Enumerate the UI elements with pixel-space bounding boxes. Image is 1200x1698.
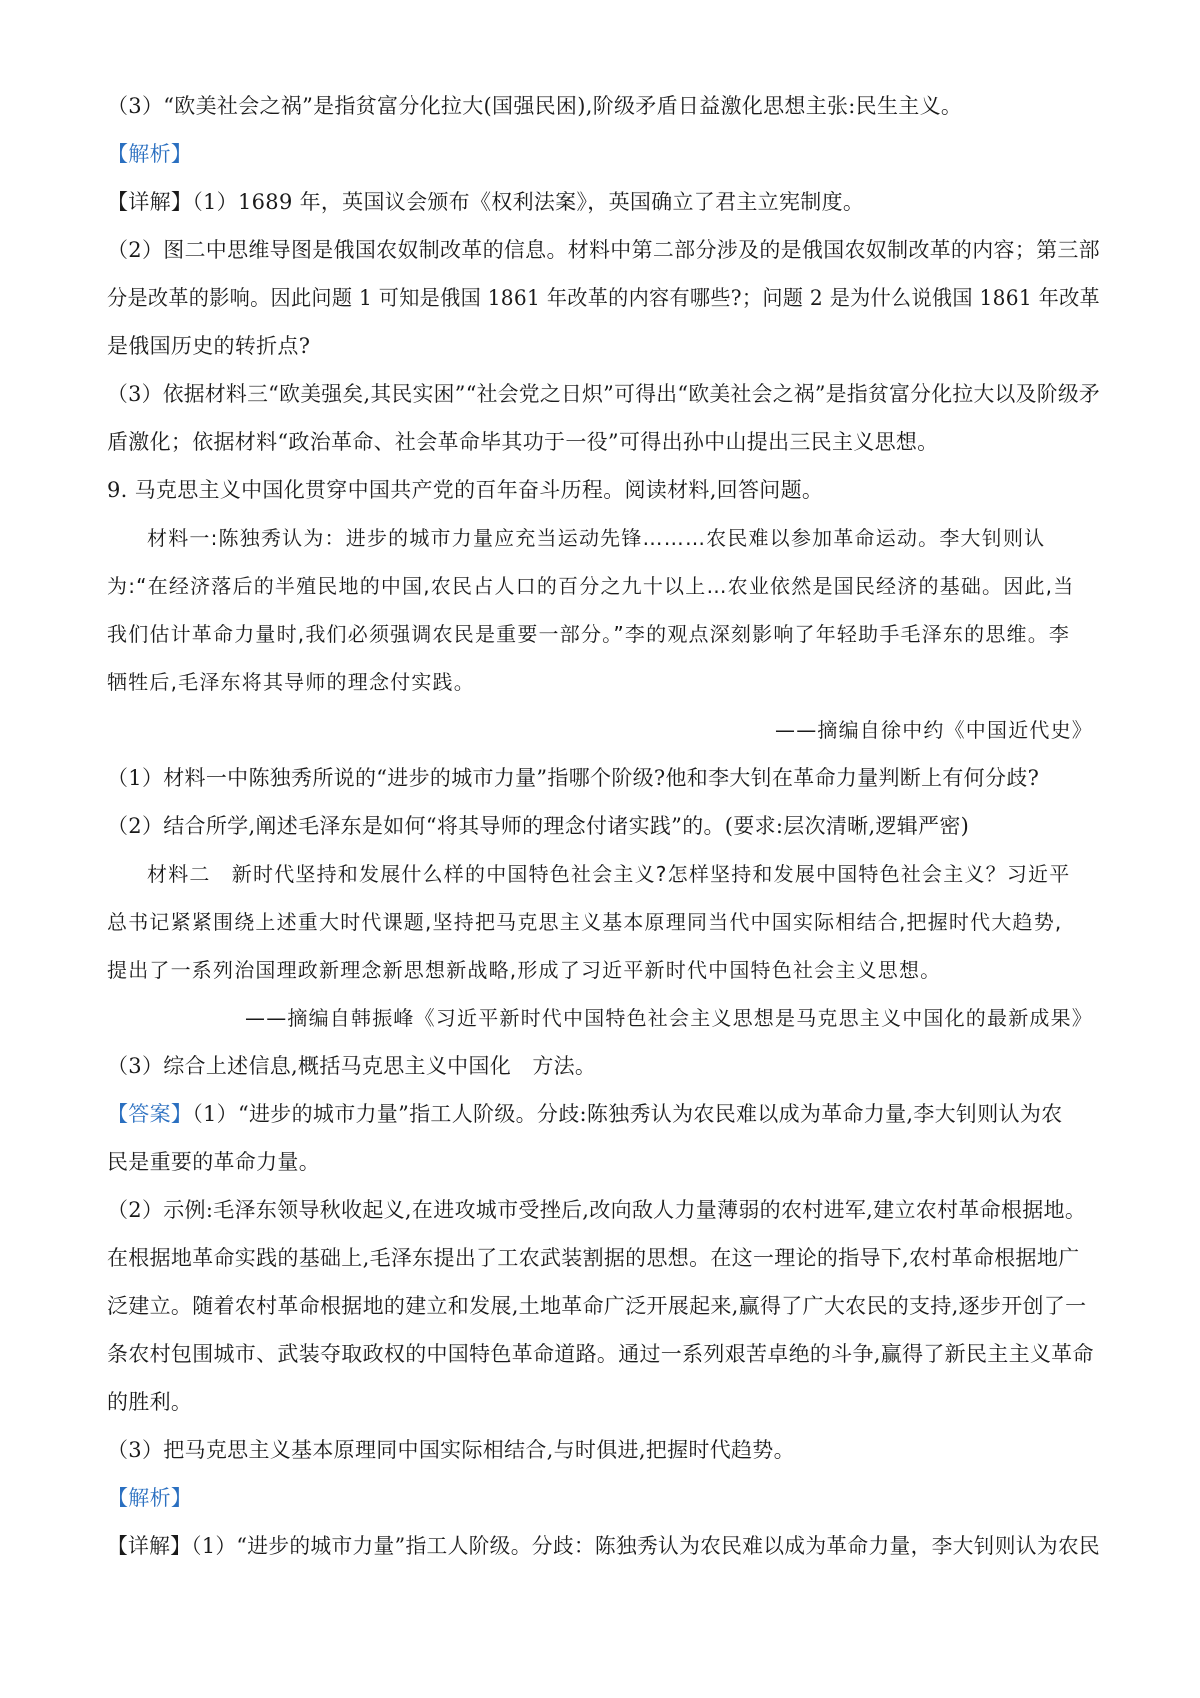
material-line: 为:“在经济落后的半殖民地的中国,农民占人口的百分之九十以上…农业依然是国民经济的基础。因此,当 [107,574,1075,598]
material-line: 总书记紧紧围绕上述重大时代课题,坚持把马克思主义基本原理同当代中国实际相结合,把握时代大趋势, [107,910,1063,934]
text-line: 民是重要的革命力量。 [107,1150,320,1174]
text-line: （2）图二中思维导图是俄国农奴制改革的信息。材料中第二部分涉及的是俄国农奴制改革的内容；第三部 [107,238,1100,262]
text-line: （3）把马克思主义基本原理同中国实际相结合,与时俱进,把握时代趋势。 [107,1438,795,1462]
question-9: 9. 马克思主义中国化贯穿中国共产党的百年奋斗历程。阅读材料,回答问题。 [107,478,824,502]
citation: ——摘编自韩振峰《习近平新时代中国特色社会主义思想是马克思主义中国化的最新成果》 [245,1006,1093,1030]
text-line: （2）结合所学,阐述毛泽东是如何“将其导师的理念付诸实践”的。(要求:层次清晰,逻辑严密) [107,814,970,838]
material-line: 材料二 新时代坚持和发展什么样的中国特色社会主义?怎样坚持和发展中国特色社会主义？习近平 [147,862,1071,886]
text-line: 的胜利。 [107,1390,193,1414]
text-line: （2）示例:毛泽东领导秋收起义,在进攻城市受挫后,改向敌人力量薄弱的农村进军,建立农村革命根据地。 [107,1198,1087,1222]
material-line: 我们估计革命力量时,我们必须强调农民是重要一部分。”李的观点深刻影响了年轻助手毛泽东的思维。李 [107,622,1071,646]
answer-text: （1）“进步的城市力量”指工人阶级。分歧:陈独秀认为农民难以成为革命力量,李大钊则认为农 [192,1102,1063,1126]
text-line: （3）“欧美社会之祸”是指贫富分化拉大(国强民困),阶级矛盾日益激化思想主张:民生主义。 [107,94,963,118]
text-line: 在根据地革命实践的基础上,毛泽东提出了工农武装割据的思想。在这一理论的指导下,农村革命根据地广 [107,1246,1080,1270]
text-line: 分是改革的影响。因此问题 1 可知是俄国 1861 年改革的内容有哪些?；问题 2 是为什么说俄国 1861 年改革 [107,286,1100,310]
text-line: （1）材料一中陈独秀所说的“进步的城市力量”指哪个阶级?他和李大钊在革命力量判断上有何分歧? [107,766,1040,790]
text-line: （3）综合上述信息,概括马克思主义中国化 方法。 [107,1054,597,1078]
text-line: （3）依据材料三“欧美强矣,其民实困”“社会党之日炽”可得出“欧美社会之祸”是指贫富分化拉大以及阶级矛 [107,382,1101,406]
answer-line [107,1099,1062,1129]
material-line: 提出了一系列治国理政新理念新思想新战略,形成了习近平新时代中国特色社会主义思想。 [107,958,942,982]
text-line: 泛建立。随着农村革命根据地的建立和发展,土地革命广泛开展起来,赢得了广大农民的支持,逐步开创了一 [107,1294,1087,1318]
text-line: 盾激化；依据材料“政治革命、社会革命毕其功于一役”可得出孙中山提出三民主义思想。 [107,430,939,454]
text-line: 是俄国历史的转折点? [107,334,311,358]
text-line: 【详解】（1）1689 年，英国议会颁布《权利法案》，英国确立了君主立宪制度。 [107,190,865,214]
text-line: 【详解】（1）“进步的城市力量”指工人阶级。分歧：陈独秀认为农民难以成为革命力量，李大钊则认为农民 [107,1534,1100,1558]
material-line: 牺牲后,毛泽东将其导师的理念付实践。 [107,670,475,694]
answer-tag: 【答案】 [107,1102,193,1126]
text-line: 条农村包围城市、武装夺取政权的中国特色革命道路。通过一系列艰苦卓绝的斗争,赢得了新民主主义革命 [107,1342,1094,1366]
citation: ——摘编自徐中约《中国近代史》 [775,718,1093,742]
material-line: 材料一:陈独秀认为：进步的城市力量应充当运动先锋………农民难以参加革命运动。李大钊则认 [147,526,1046,550]
analysis-tag: 【解析】 [107,142,193,166]
analysis-tag: 【解析】 [107,1486,193,1510]
